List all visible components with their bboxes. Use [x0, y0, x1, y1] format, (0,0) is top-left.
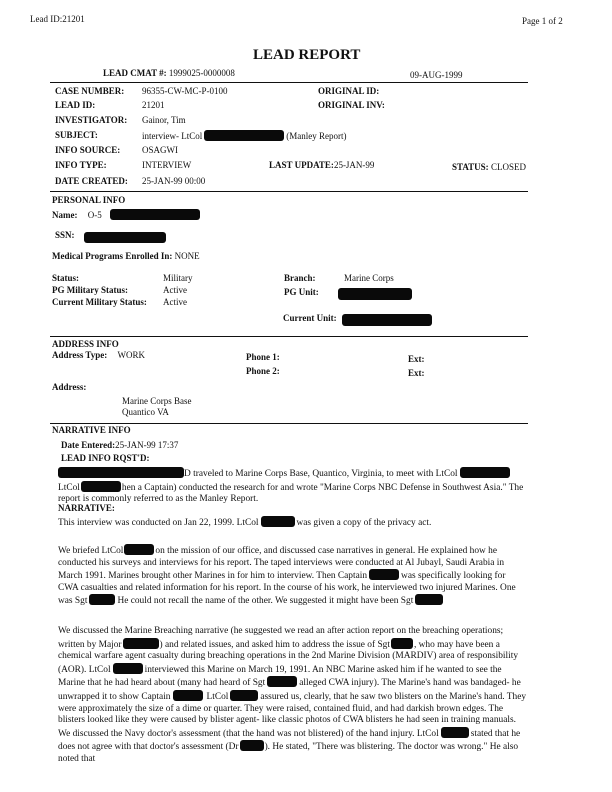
name-label: Name: — [52, 210, 78, 220]
redaction — [261, 516, 295, 527]
pg-unit-label: PG Unit: — [284, 287, 319, 297]
cmat-line — [103, 68, 235, 78]
redaction — [84, 232, 166, 243]
address-info-heading: ADDRESS INFO — [52, 339, 119, 349]
address-type-value: WORK — [117, 350, 146, 360]
n1-text-a: This interview was conducted on Jan 22, 1999. LtCol — [58, 518, 259, 528]
medical-row — [52, 251, 200, 261]
redaction — [124, 544, 154, 555]
status-value: CLOSED — [490, 162, 526, 172]
redaction — [230, 690, 258, 701]
page-title: LEAD REPORT — [253, 47, 361, 63]
p3-text-a: We discussed the Marine Breaching narrative (he suggested we read an after action report on the breaching operations; written by Major — [58, 626, 504, 650]
date-created-label: DATE CREATED: — [55, 176, 128, 186]
redaction — [391, 638, 413, 649]
personal-info-heading: PERSONAL INFO — [52, 195, 126, 205]
info-source: OSAGWI — [142, 145, 178, 155]
branch-label: Branch: — [284, 273, 316, 283]
ext1-label: Ext: — [408, 354, 425, 364]
divider — [50, 82, 528, 83]
status-value: Military — [163, 273, 193, 283]
subject-prefix: interview- LtCol — [142, 131, 203, 141]
address-type-label: Address Type: — [52, 350, 108, 360]
redaction — [110, 209, 200, 220]
p3-text-i: ). He stated, "There was blistering. The doctor was wrong." He also noted that — [58, 742, 519, 764]
pg-military-status-value: Active — [163, 285, 187, 295]
pg-unit-redaction-wrap — [338, 285, 412, 303]
status-label: Status: — [52, 273, 80, 283]
p3-text-g: assured us, clearly, that he saw two blisters on the Marine's hand. They were approximately the size of a dime or quarter. They were raised, contained fluid, and had darkish brown edges. The blisters looked like they were caused by blister agent- like classic photos of CWA blisters he had seen in training manuals. We discussed the Navy doctor's assessment (that the hand was not blistered) of the hand injury. LtCol — [58, 691, 527, 739]
last-update — [269, 160, 374, 170]
info-type: INTERVIEW — [142, 160, 192, 170]
redaction — [415, 594, 443, 605]
n1-text-b: was given a copy of the privacy act. — [296, 518, 432, 528]
last-update-value: 25-JAN-99 — [333, 160, 375, 170]
redaction — [123, 638, 159, 649]
lead-info-request-text — [58, 467, 528, 506]
cmat-date: 09-AUG-1999 — [410, 70, 463, 80]
p2-text-c: was specifically looking for CWA casualties and related information for his report. In the course of his work, he interviewed two injured Marines. One was Sgt — [58, 571, 516, 607]
date-entered-row — [61, 440, 178, 450]
subject-suffix: (Manley Report) — [286, 131, 347, 141]
current-unit-redaction-wrap — [342, 311, 432, 329]
redaction — [89, 594, 115, 605]
p3-text-f: LtCol — [206, 691, 229, 702]
p2-text-d: He could not recall the name of the other. We suggested it might have been Sgt — [117, 596, 414, 607]
branch-value: Marine Corps — [344, 273, 394, 283]
name-prefix: O-5 — [87, 210, 102, 220]
divider — [50, 336, 528, 337]
last-update-label: LAST UPDATE: — [269, 160, 334, 170]
original-id-label: ORIGINAL ID: — [318, 86, 380, 96]
narrative-info-heading: NARRATIVE INFO — [52, 425, 131, 435]
header-page-number: Page 1 of 2 — [522, 16, 563, 26]
name-row — [52, 209, 200, 220]
narrative-para-3 — [58, 626, 528, 766]
redaction — [240, 740, 264, 751]
narrative-label: NARRATIVE: — [58, 503, 115, 513]
medical-label: Medical Programs Enrolled In: — [52, 251, 173, 261]
lead-info-rqst-label: LEAD INFO RQST'D: — [61, 453, 150, 463]
lead-id-label: LEAD ID: — [55, 100, 96, 110]
date-created: 25-JAN-99 00:00 — [142, 176, 206, 186]
info-type-label: INFO TYPE: — [55, 160, 107, 170]
divider — [50, 423, 528, 424]
redaction — [369, 569, 399, 580]
p3-text-d: interviewed this Marine on March 19, 1991. An NBC Marine asked him if he wanted to see the Marine that he had heard about (many had heard of Sgt — [58, 664, 502, 689]
ssn-label: SSN: — [55, 230, 75, 240]
subject-label: SUBJECT: — [55, 130, 98, 140]
rqst-text-2b: hen a Captain) conducted the research for and wrote "Marine Corps NBC Defense in Southwest Asia." The report is commonly referred to as the Manley Report. — [58, 482, 524, 505]
redaction — [338, 288, 412, 300]
address-type-row — [52, 350, 145, 360]
ssn-redaction-wrap — [84, 228, 166, 246]
cmat-value: 1999025-0000008 — [168, 68, 235, 78]
p2-text-b: on the mission of our office, and discussed case narratives in general. He explained how he conducted his surveys and interviews for his report. The taped interviews were conducted at Al Jubayl, Saudi Arabia in March 1991. Marines brought other Marines in for him to interview. Then Captain — [58, 546, 505, 582]
investigator: Gainor, Tim — [142, 115, 186, 125]
case-number: 96355-CW-MC-P-0100 — [142, 86, 228, 96]
address-line1: Marine Corps Base — [122, 396, 192, 406]
lead-id: 21201 — [142, 100, 165, 110]
divider — [50, 191, 528, 192]
phone1-label: Phone 1: — [246, 352, 280, 362]
rqst-text-2a: LtCol — [58, 482, 80, 493]
p2-text-a: We briefed LtCol — [58, 546, 124, 556]
pg-military-status-label: PG Military Status: — [52, 285, 128, 295]
redaction — [173, 690, 203, 701]
redaction — [81, 481, 121, 492]
info-source-label: INFO SOURCE: — [55, 145, 121, 155]
subject — [142, 130, 346, 141]
phone2-label: Phone 2: — [246, 366, 280, 376]
address-label: Address: — [52, 382, 87, 392]
current-unit-label: Current Unit: — [283, 313, 337, 323]
redaction — [441, 727, 469, 738]
current-military-status-value: Active — [163, 297, 187, 307]
rqst-text-1: D traveled to Marine Corps Base, Quantico, Virginia, to meet with LtCol — [184, 469, 458, 479]
p3-text-e: alleged CWA injury). The Marine's hand was bandaged- he unwrapped it to show Captain — [58, 678, 521, 702]
redaction — [267, 676, 297, 687]
status — [452, 162, 526, 172]
case-number-label: CASE NUMBER: — [55, 86, 125, 96]
status-label: STATUS: — [452, 162, 489, 172]
date-entered-label: Date Entered: — [61, 440, 116, 450]
redaction — [460, 467, 510, 478]
investigator-label: INVESTIGATOR: — [55, 115, 128, 125]
redaction — [342, 314, 432, 326]
narrative-para-2 — [58, 544, 528, 608]
current-military-status-label: Current Military Status: — [52, 297, 147, 307]
address-line2: Quantico VA — [122, 407, 169, 417]
p3-text-c: , who may have been a chemical warfare agent casualty during breaching operations in the 2nd Marine Division (MARDIV) area of responsibility (AOR). LtCol — [58, 639, 519, 675]
p3-text-b: ) and related issues, and asked him to address the issue of Sgt — [159, 639, 390, 650]
ext2-label: Ext: — [408, 368, 425, 378]
redaction — [113, 663, 143, 674]
medical-value: NONE — [174, 251, 200, 261]
redaction — [204, 130, 284, 141]
original-inv-label: ORIGINAL INV: — [318, 100, 385, 110]
header-lead-id: Lead ID:21201 — [30, 14, 85, 24]
redaction — [58, 467, 184, 478]
cmat-label: LEAD CMAT #: — [103, 68, 167, 78]
p3-text-h: stated that he does not agree with that doctor's assessment (Dr — [58, 728, 521, 753]
date-entered-value: 25-JAN-99 17:37 — [115, 440, 179, 450]
narrative-para-1 — [58, 516, 528, 530]
